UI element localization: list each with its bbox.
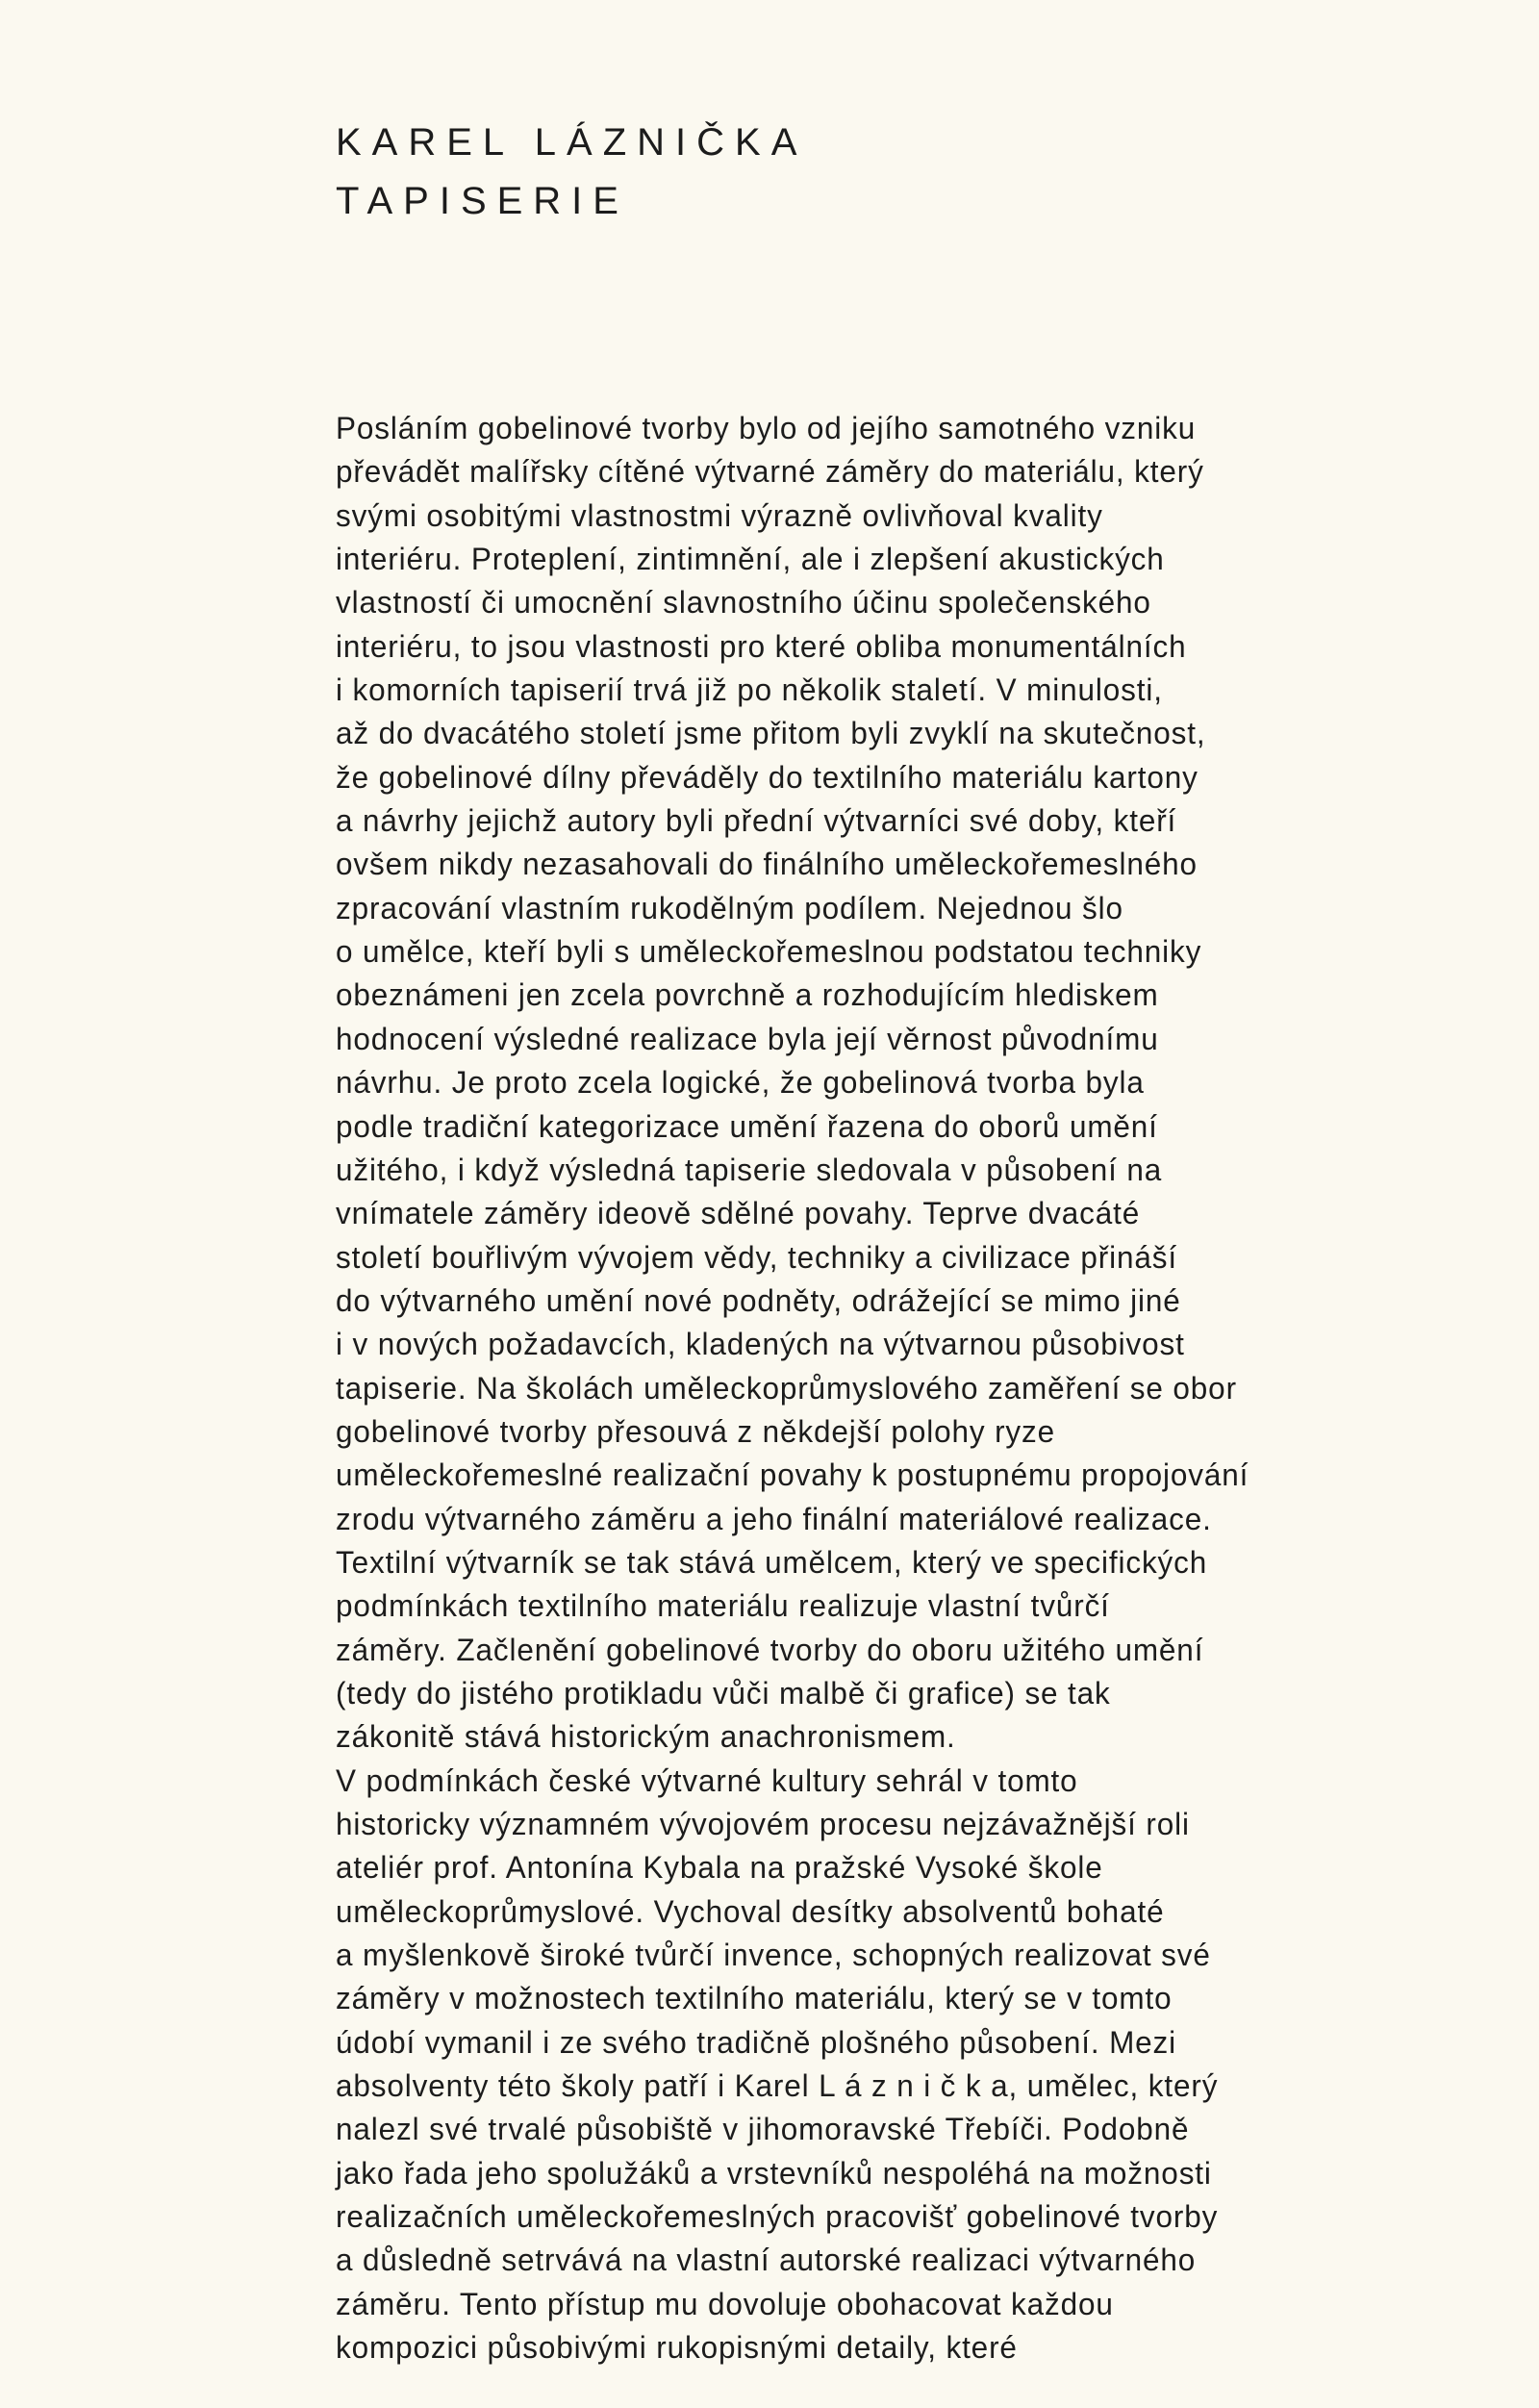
text-line: a myšlenkově široké tvůrčí invence, schopných realizovat své [336, 1938, 1211, 1973]
text-line: (tedy do jistého protikladu vůči malbě či grafice) se tak [336, 1675, 1111, 1711]
text-line: převádět malířsky cítěné výtvarné záměry do materiálu, který [336, 454, 1204, 490]
text-line: V podmínkách české výtvarné kultury sehrál v tomto [336, 1762, 1078, 1798]
text-line: a návrhy jejichž autory byli přední výtvarníci své doby, kteří [336, 803, 1177, 839]
text-line: záměry. Začlenění gobelinové tvorby do oboru užitého umění [336, 1632, 1204, 1667]
text-line: vnímatele záměry ideově sdělné povahy. Teprve dvacáté [336, 1196, 1141, 1231]
text-line: století bouřlivým vývojem vědy, techniky a civilizace přináší [336, 1239, 1177, 1275]
text-line: zpracování vlastním rukodělným podílem. Nejednou šlo [336, 890, 1123, 925]
text-line: návrhu. Je proto zcela logické, že gobelinová tvorba byla [336, 1065, 1145, 1101]
text-line: zákonitě stává historickým anachronismem. [336, 1719, 956, 1755]
text-line: kompozici působivými rukopisnými detaily, které [336, 2330, 1018, 2366]
text-line: zrodu výtvarného záměru a jeho finální materiálové realizace. [336, 1501, 1212, 1536]
text-line: uměleckoprůmyslové. Vychoval desítky absolventů bohaté [336, 1893, 1165, 1929]
page-title: TAPISERIE [336, 180, 629, 222]
text-line: svými osobitými vlastnostmi výrazně ovlivňoval kvality [336, 497, 1103, 533]
text-line: do výtvarného umění nové podněty, odrážející se mimo jiné [336, 1282, 1181, 1318]
text-line: podmínkách textilního materiálu realizuje vlastní tvůrčí [336, 1588, 1110, 1624]
text-line: podle tradiční kategorizace umění řazena do oborů umění [336, 1108, 1158, 1144]
text-line: i komorních tapiserií trvá již po několik staletí. V minulosti, [336, 672, 1163, 708]
text-line: jako řada jeho spolužáků a vrstevníků nespoléhá na možnosti [336, 2155, 1212, 2191]
text-line: nalezl své trvalé působiště v jihomoravské Třebíči. Podobně [336, 2112, 1190, 2147]
text-line: až do dvacátého století jsme přitom byli zvyklí na skutečnost, [336, 716, 1206, 751]
text-line: o umělce, kteří byli s uměleckořemeslnou podstatou techniky [336, 934, 1202, 970]
text-line: ateliér prof. Antonína Kybala na pražské Vysoké škole [336, 1850, 1103, 1886]
text-line: uměleckořemeslné realizační povahy k postupnému propojování [336, 1457, 1249, 1493]
text-line: interiéru, to jsou vlastnosti pro které obliba monumentálních [336, 628, 1187, 664]
text-line: že gobelinové dílny převáděly do textilního materiálu kartony [336, 759, 1198, 795]
text-line: realizačních uměleckořemeslných pracovišť gobelinové tvorby [336, 2199, 1219, 2235]
text-line: absolventy této školy patří i Karel L á z n i č k a, umělec, který [336, 2068, 1219, 2104]
text-line: Textilní výtvarník se tak stává umělcem, který ve specifických [336, 1544, 1208, 1580]
text-line: vlastností či umocnění slavnostního účinu společenského [336, 585, 1151, 621]
text-line: užitého, i když výsledná tapiserie sledovala v působení na [336, 1152, 1163, 1187]
text-line: obeznámeni jen zcela povrchně a rozhodujícím hlediskem [336, 977, 1159, 1013]
text-line: ovšem nikdy nezasahovali do finálního uměleckořemeslného [336, 847, 1198, 882]
text-line: gobelinové tvorby přesouvá z někdejší polohy ryze [336, 1413, 1056, 1449]
text-line: hodnocení výsledné realizace byla její věrnost původnímu [336, 1021, 1159, 1056]
text-line: interiéru. Proteplení, zintimnění, ale i zlepšení akustických [336, 542, 1165, 577]
body-text [336, 407, 1413, 2370]
text-line: údobí vymanil i ze svého tradičně plošného působení. Mezi [336, 2024, 1177, 2060]
text-line: historicky významném vývojovém procesu nejzávažnější roli [336, 1807, 1190, 1841]
text-line: tapiserie. Na školách uměleckoprůmyslového zaměření se obor [336, 1370, 1237, 1406]
text-line: záměry v možnostech textilního materiálu, který se v tomto [336, 1981, 1173, 2016]
text-line: Posláním gobelinové tvorby bylo od jejího samotného vzniku [336, 411, 1197, 445]
text-line: i v nových požadavcích, kladených na výtvarnou působivost [336, 1327, 1185, 1362]
text-line: záměru. Tento přístup mu dovoluje obohacovat každou [336, 2286, 1114, 2321]
author-heading: KAREL LÁZNIČKA [336, 121, 808, 164]
text-line: a důsledně setrvává na vlastní autorské realizaci výtvarného [336, 2243, 1197, 2278]
